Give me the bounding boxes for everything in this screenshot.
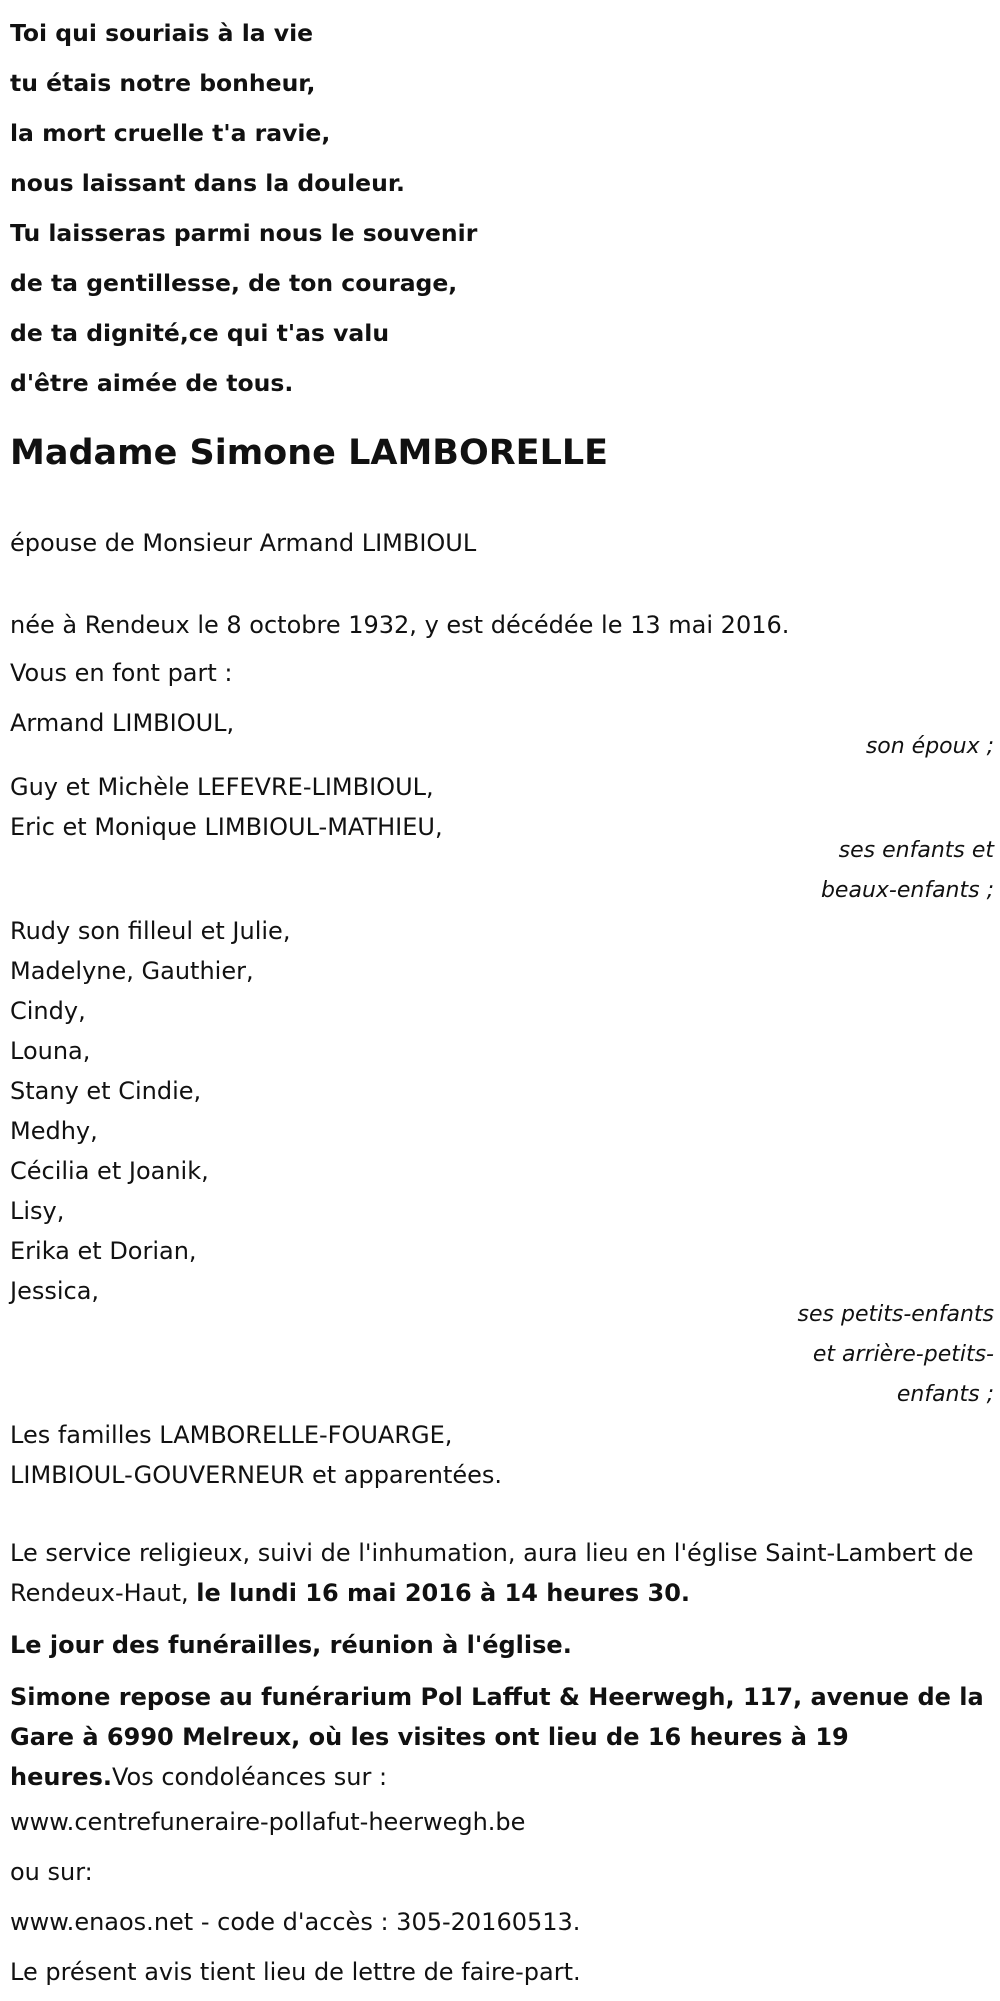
funeral-home-link[interactable]: www.centrefuneraire-pollafut-heerwegh.be: [10, 1808, 526, 1836]
grandchildren-role: et arrière-petits-: [812, 1342, 994, 1367]
poem-line: la mort cruelle t'a ravie,: [10, 119, 331, 147]
families-line: LIMBIOUL-GOUVERNEUR et apparentées.: [10, 1461, 503, 1489]
grandchild-name: Cécilia et Joanik,: [10, 1157, 209, 1185]
poem-line: Tu laisseras parmi nous le souvenir: [10, 219, 478, 247]
poem-line: de ta gentillesse, de ton courage,: [10, 269, 458, 297]
child-name: Eric et Monique LIMBIOUL-MATHIEU,: [10, 813, 443, 841]
grandchildren-role: enfants ;: [896, 1382, 994, 1407]
grandchild-name: Jessica,: [10, 1277, 100, 1305]
spouse-name: Armand LIMBIOUL,: [10, 709, 235, 737]
dates-line: née à Rendeux le 8 octobre 1932, y est décédée le 13 mai 2016.: [10, 611, 790, 639]
condolences-text: Vos condoléances sur :: [111, 1763, 388, 1791]
funeral-home-text: Simone repose au funérarium Pol Laffut & Heerwegh, 117, avenue de la Gare à 6990 Melreux, où les visites ont lieu de 16 heures à 19 heures.: [10, 1683, 984, 1791]
spouse-role: son époux ;: [865, 734, 994, 759]
grandchild-name: Lisy,: [10, 1197, 65, 1225]
grandchild-name: Cindy,: [10, 997, 86, 1025]
service-text: Le service religieux, suivi de l'inhumation, aura lieu en l'église Saint-Lambert de Rendeux-Haut,: [10, 1539, 974, 1607]
gathering-line: Le jour des funérailles, réunion à l'église.: [10, 1631, 572, 1659]
poem-line: Toi qui souriais à la vie: [10, 19, 314, 47]
poem: [10, 8, 477, 408]
or-line: ou sur:: [10, 1858, 93, 1886]
enaos-link[interactable]: www.enaos.net - code d'accès : 305-20160513.: [10, 1908, 581, 1936]
families-line: Les familles LAMBORELLE-FOUARGE,: [10, 1421, 453, 1449]
grandchild-name: Stany et Cindie,: [10, 1077, 202, 1105]
children-role: beaux-enfants ;: [820, 878, 994, 903]
grandchildren-role: ses petits-enfants: [797, 1302, 994, 1327]
poem-line: tu étais notre bonheur,: [10, 69, 316, 97]
service-paragraph: [10, 1533, 1000, 1613]
intro-line: Vous en font part :: [10, 659, 233, 687]
poem-line: de ta dignité,ce qui t'as valu: [10, 319, 390, 347]
grandchild-name: Rudy son filleul et Julie,: [10, 917, 291, 945]
closing-line: Le présent avis tient lieu de lettre de faire-part.: [10, 1958, 581, 1986]
spouse-line: épouse de Monsieur Armand LIMBIOUL: [10, 529, 477, 557]
children-role: ses enfants et: [838, 838, 994, 863]
grandchild-name: Erika et Dorian,: [10, 1237, 197, 1265]
grandchild-name: Medhy,: [10, 1117, 98, 1145]
deceased-name: Madame Simone LAMBORELLE: [10, 433, 609, 473]
poem-line: nous laissant dans la douleur.: [10, 169, 405, 197]
poem-line: d'être aimée de tous.: [10, 369, 294, 397]
grandchild-name: Louna,: [10, 1037, 91, 1065]
service-datetime: le lundi 16 mai 2016 à 14 heures 30.: [196, 1579, 691, 1607]
rest-paragraph: [10, 1677, 1000, 1797]
child-name: Guy et Michèle LEFEVRE-LIMBIOUL,: [10, 773, 434, 801]
grandchild-name: Madelyne, Gauthier,: [10, 957, 254, 985]
